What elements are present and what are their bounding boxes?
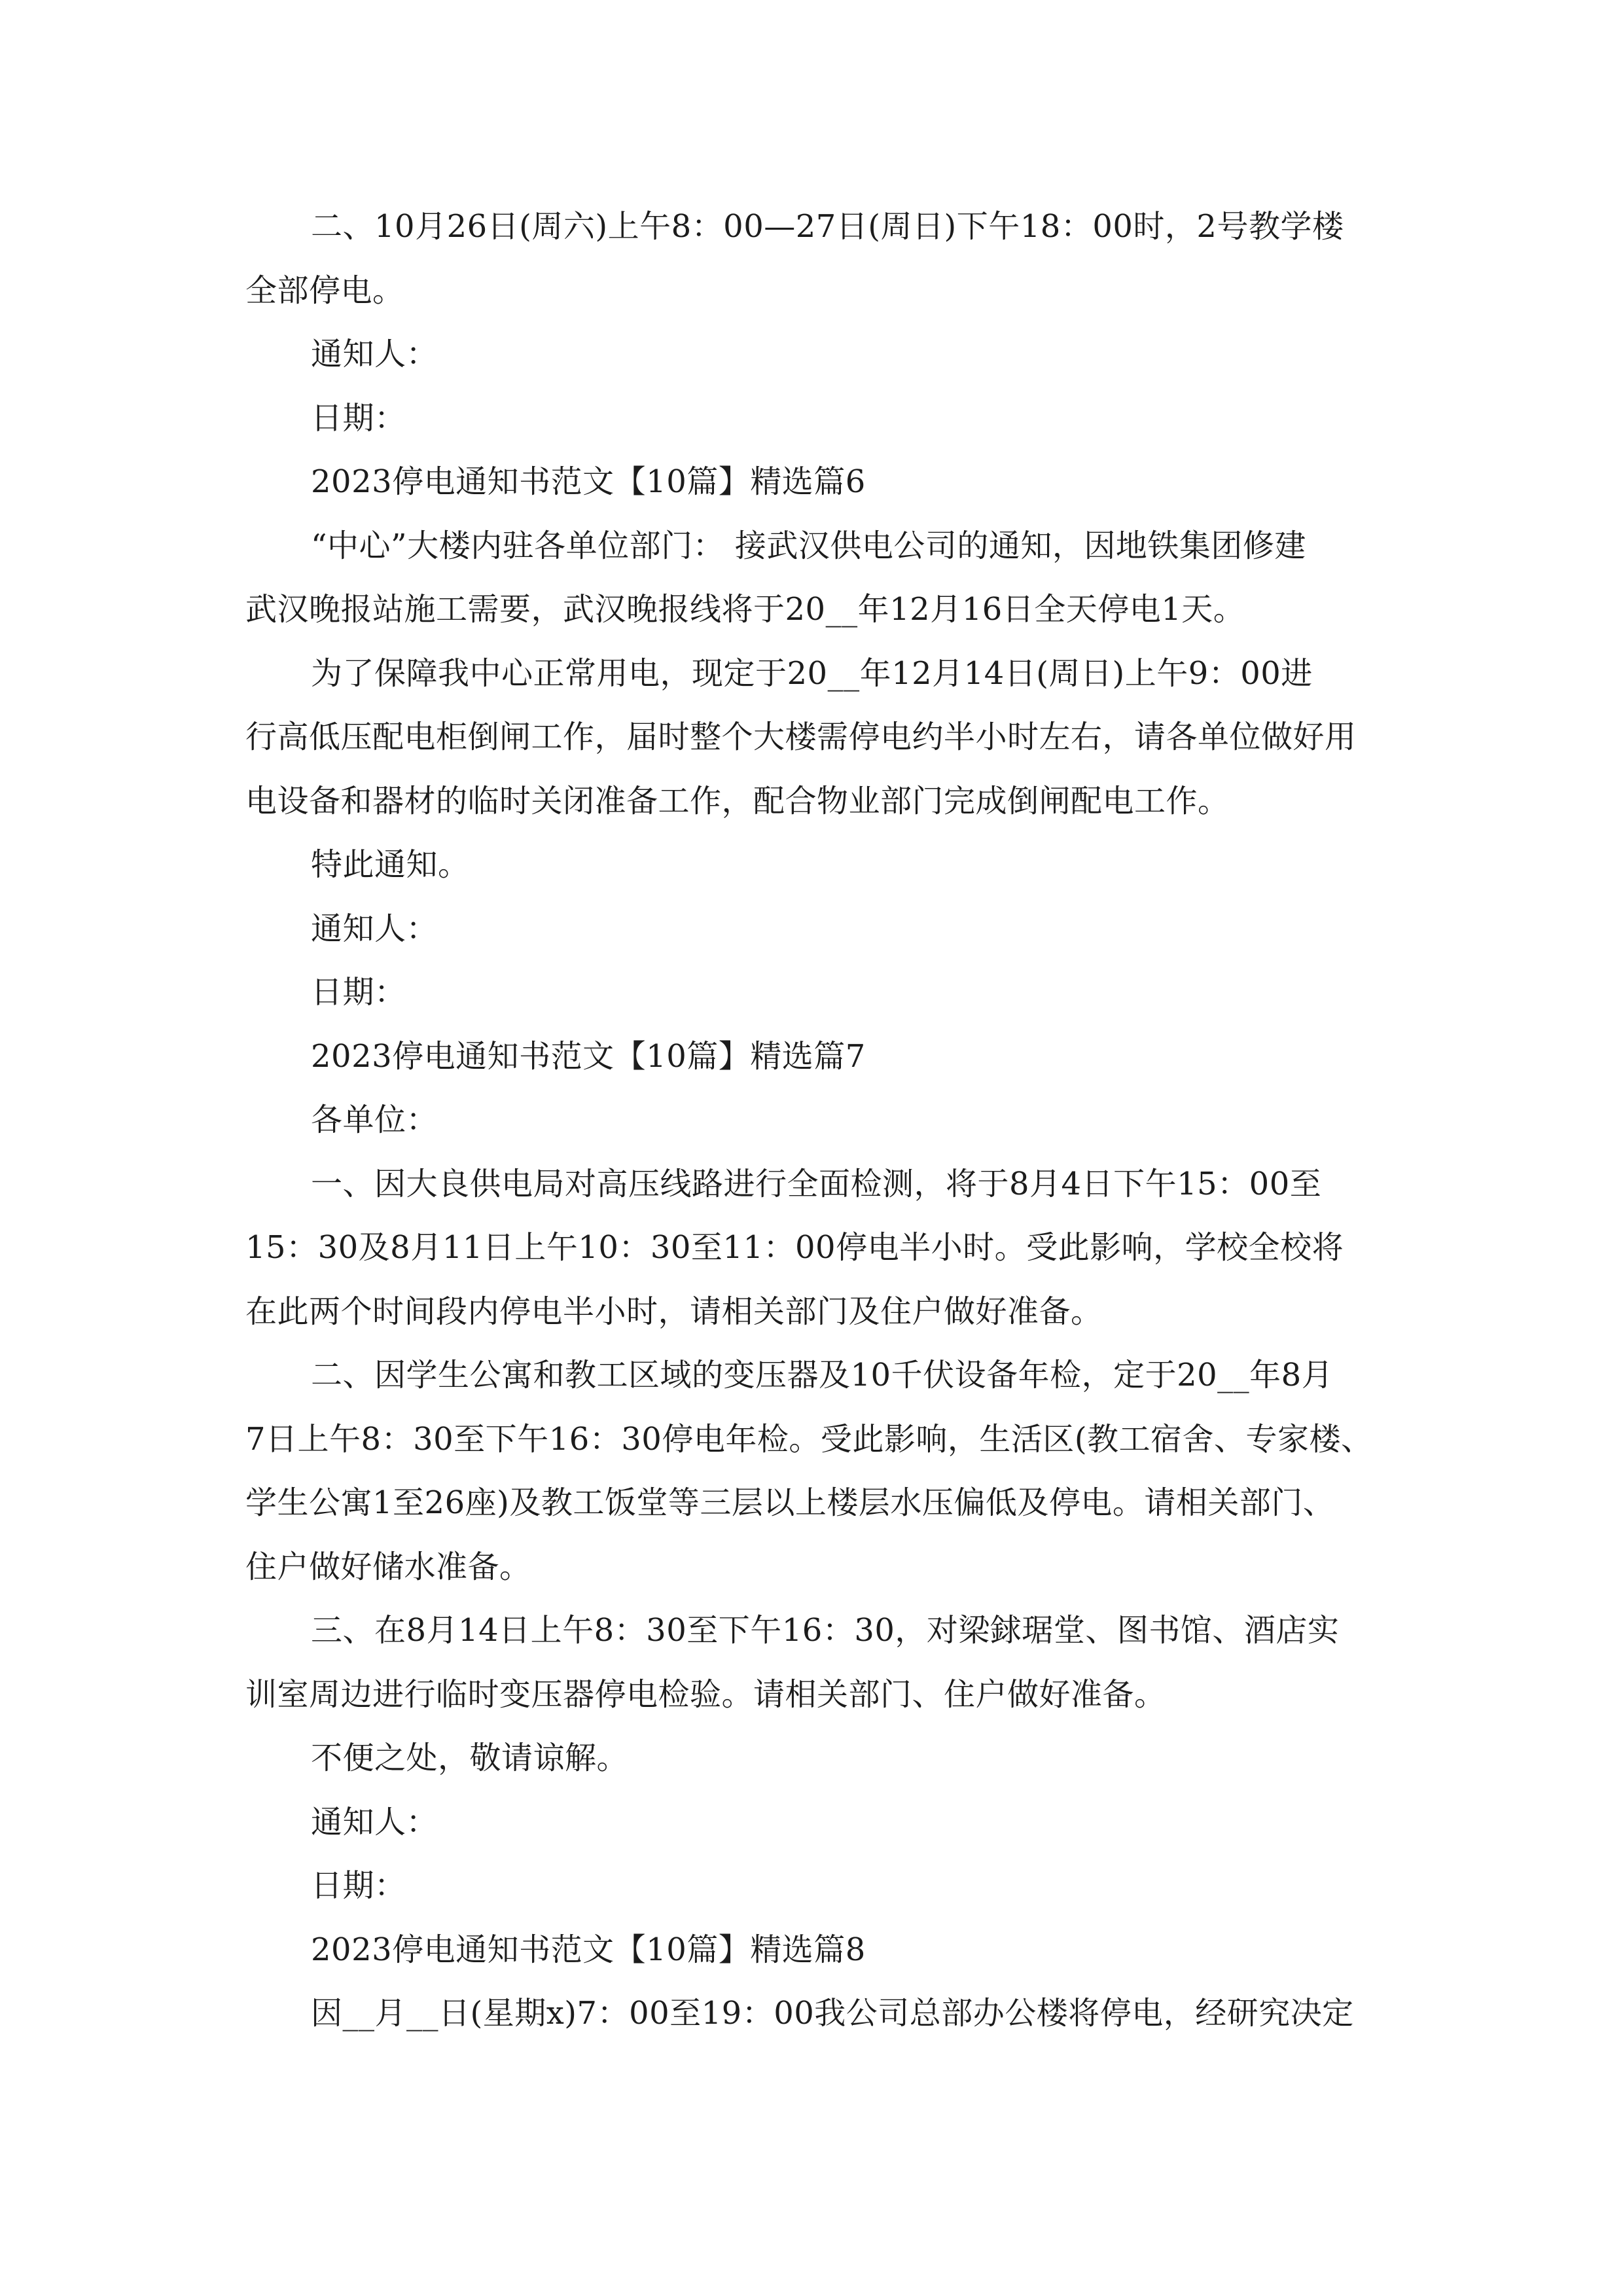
text-line: 为了保障我中心正常用电，现定于20__年12月14日(周日)上午9：00进 — [311, 655, 1313, 692]
section-heading: 2023停电通知书范文【10篇】精选篇7 — [311, 1037, 866, 1075]
text-line: 训室周边进行临时变压器停电检验。请相关部门、住户做好准备。 — [245, 1676, 1166, 1713]
text-line: 二、因学生公寓和教工区域的变压器及10千伏设备年检，定于20__年8月 — [311, 1357, 1334, 1393]
section-heading: 2023停电通知书范文【10篇】精选篇6 — [311, 463, 866, 500]
section-heading: 2023停电通知书范文【10篇】精选篇8 — [311, 1931, 866, 1968]
text-line: 日期： — [311, 1867, 406, 1904]
text-line: 全部停电。 — [245, 272, 404, 309]
text-line: 不便之处，敬请谅解。 — [311, 1740, 629, 1776]
text-line: 在此两个时间段内停电半小时，请相关部门及住户做好准备。 — [245, 1293, 1103, 1330]
text-line: “中心”大楼内驻各单位部门： 接武汉供电公司的通知，因地铁集团修建 — [311, 527, 1306, 564]
text-line: 日期： — [311, 399, 406, 437]
text-line: 通知人： — [311, 910, 438, 947]
text-line: 特此通知。 — [311, 846, 470, 883]
document-body — [245, 195, 1397, 2046]
text-line: 住户做好储水准备。 — [245, 1548, 531, 1585]
text-line: 武汉晚报站施工需要，武汉晚报线将于20__年12月16日全天停电1天。 — [245, 591, 1245, 628]
text-line: 15：30及8月11日上午10：30至11：00停电半小时。受此影响，学校全校将 — [245, 1229, 1344, 1266]
text-line: 因__月__日(星期x)7：00至19：00我公司总部办公楼将停电，经研究决定 — [311, 1995, 1354, 2032]
text-line: 三、在8月14日上午8：30至下午16：30，对梁銶琚堂、图书馆、酒店实 — [311, 1612, 1340, 1649]
text-line: 一、因大良供电局对高压线路进行全面检测，将于8月4日下午15：00至 — [311, 1165, 1322, 1202]
text-line: 通知人： — [311, 1803, 438, 1840]
text-line: 二、10月26日(周六)上午8：00—27日(周日)下午18：00时，2号教学楼 — [311, 208, 1344, 245]
text-line: 行高低压配电柜倒闸工作，届时整个大楼需停电约半小时左右，请各单位做好用 — [245, 719, 1357, 755]
text-line: 7日上午8：30至下午16：30停电年检。受此影响，生活区(教工宿舍、专家楼、 — [245, 1420, 1373, 1458]
text-line: 日期： — [311, 974, 406, 1011]
text-line: 电设备和器材的临时关闭准备工作，配合物业部门完成倒闸配电工作。 — [245, 782, 1230, 819]
text-line: 学生公寓1至26座)及教工饭堂等三层以上楼层水压偏低及停电。请相关部门、 — [245, 1484, 1335, 1521]
text-line: 通知人： — [311, 336, 438, 372]
text-line: 各单位： — [311, 1102, 438, 1138]
